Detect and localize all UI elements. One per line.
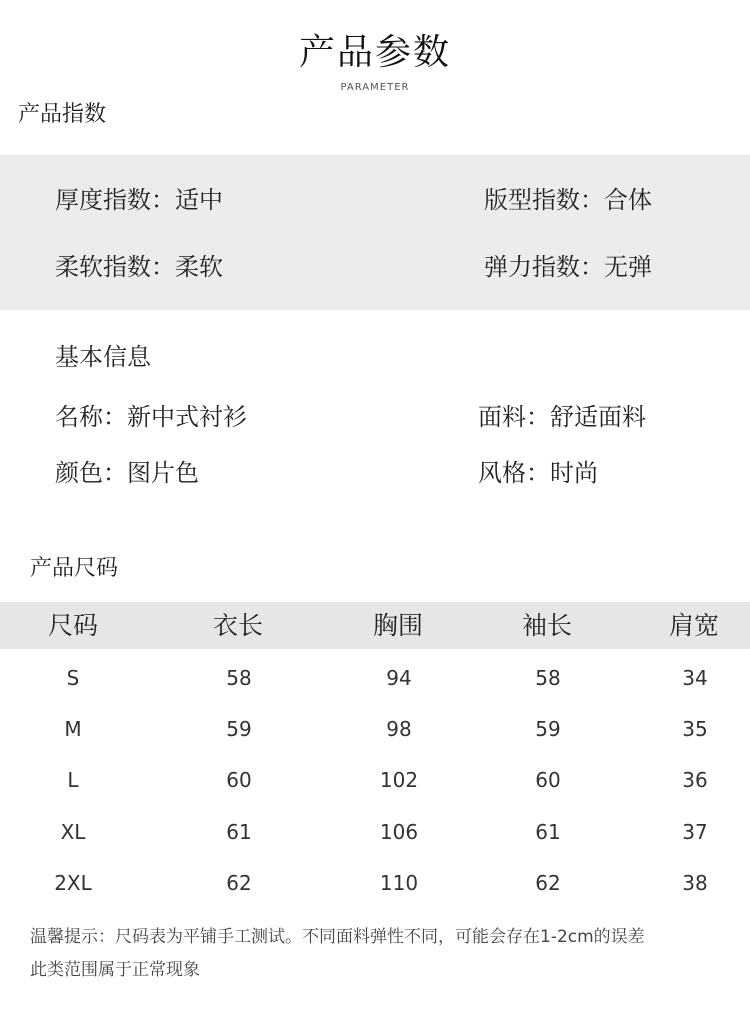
column-header-shoulder: 肩宽 <box>668 611 719 640</box>
table-cell: L <box>67 768 79 792</box>
table-cell: 35 <box>682 717 708 741</box>
table-cell: 59 <box>226 717 252 741</box>
table-cell: 59 <box>535 717 561 741</box>
page-title: 产品参数 <box>298 32 451 73</box>
product-name: 名称：新中式衬衫 <box>55 403 247 431</box>
size-note-line-2: 此类范围属于正常现象 <box>30 960 200 980</box>
product-style: 风格：时尚 <box>478 459 598 487</box>
product-fabric: 面料：舒适面料 <box>478 403 646 431</box>
size-note-line-1: 温馨提示：尺码表为平铺手工测试。不同面料弹性不同，可能会存在1-2cm的误差 <box>30 927 645 947</box>
table-cell: 36 <box>682 768 708 792</box>
table-cell: 98 <box>386 717 412 741</box>
table-cell: 58 <box>226 666 252 690</box>
table-cell: 94 <box>386 666 412 690</box>
product-index-heading: 产品指数 <box>18 102 107 127</box>
table-cell: XL <box>60 820 86 844</box>
fit-index: 版型指数：合体 <box>484 186 652 214</box>
table-cell: 61 <box>226 820 252 844</box>
table-cell: 61 <box>535 820 561 844</box>
product-index-panel <box>0 155 750 310</box>
table-cell: 38 <box>682 871 708 895</box>
product-color: 颜色：图片色 <box>55 459 199 487</box>
table-cell: 37 <box>682 820 708 844</box>
elasticity-index: 弹力指数：无弹 <box>484 253 652 281</box>
table-cell: 62 <box>535 871 561 895</box>
basic-info-heading: 基本信息 <box>55 343 151 371</box>
table-cell: 110 <box>379 871 419 895</box>
table-cell: 106 <box>379 820 419 844</box>
size-chart-heading: 产品尺码 <box>30 556 119 581</box>
table-cell: 60 <box>226 768 252 792</box>
column-header-size: 尺码 <box>47 611 98 640</box>
table-cell: 34 <box>682 666 708 690</box>
column-header-sleeve: 袖长 <box>521 611 572 640</box>
table-cell: 62 <box>226 871 252 895</box>
table-cell: 60 <box>535 768 561 792</box>
column-header-chest: 胸围 <box>372 611 423 640</box>
table-cell: S <box>66 666 80 690</box>
table-cell: 58 <box>535 666 561 690</box>
softness-index: 柔软指数：柔软 <box>55 253 223 281</box>
page-subtitle: PARAMETER <box>340 82 410 93</box>
table-cell: M <box>64 717 82 741</box>
table-cell: 2XL <box>54 871 92 895</box>
column-header-length: 衣长 <box>212 611 263 640</box>
table-cell: 102 <box>379 768 419 792</box>
thickness-index: 厚度指数：适中 <box>55 186 223 214</box>
